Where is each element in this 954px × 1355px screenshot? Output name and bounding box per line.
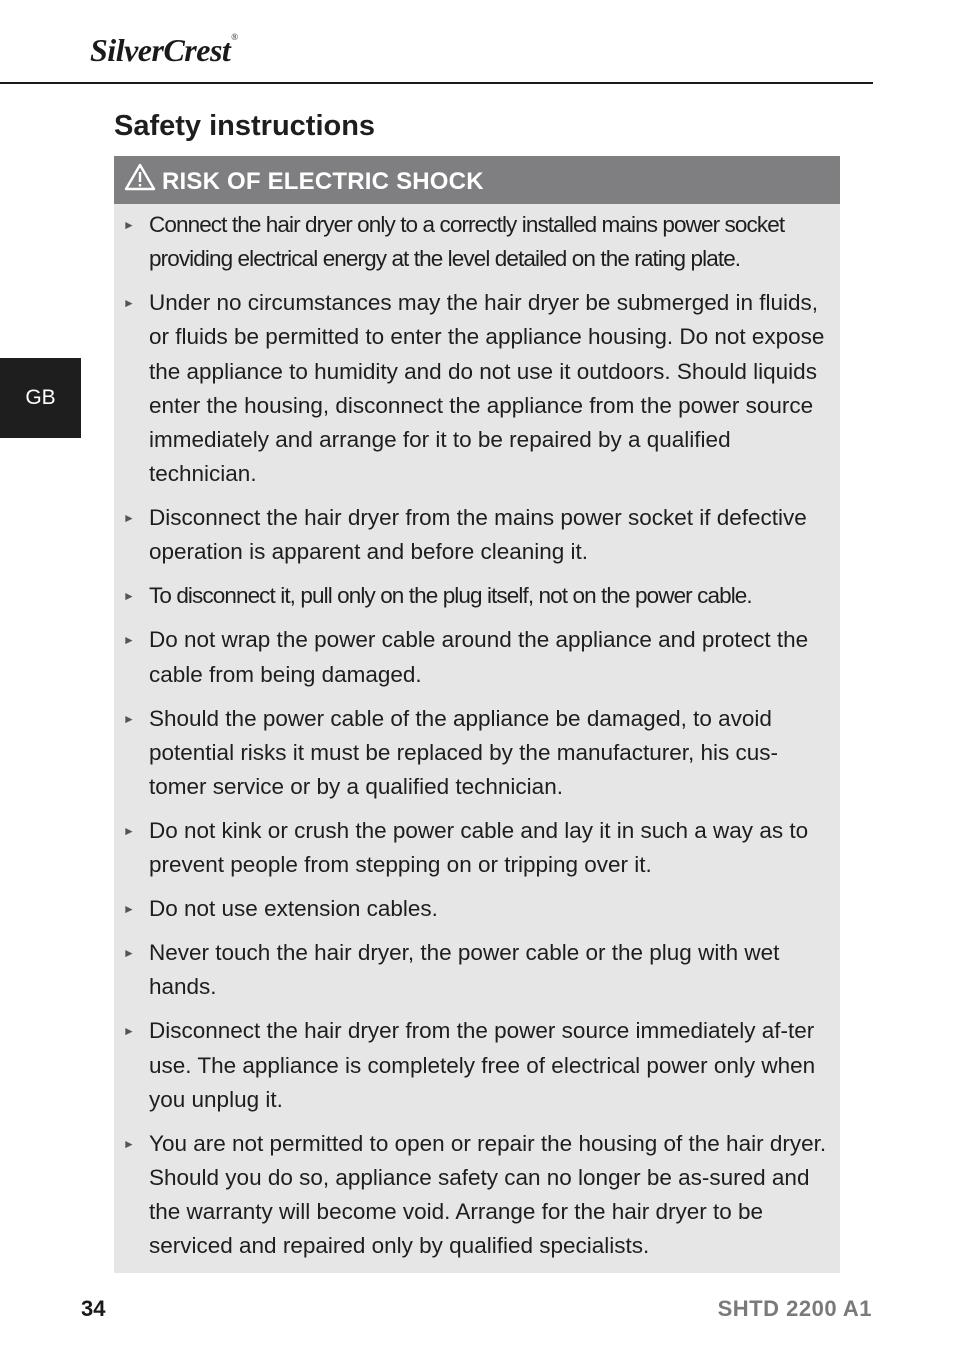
list-item-text: You are not permitted to open or repair the housing of the hair dryer. Should you do so, appliance safety can no longer be as-sured and the warranty will become void. Arrange for the hair dryer to be serviced and repaired only by qualified specialists. xyxy=(149,1130,827,1259)
language-code: GB xyxy=(25,386,56,409)
list-item xyxy=(114,892,840,926)
bullet-arrow-icon: ► xyxy=(123,946,135,961)
list-item xyxy=(114,208,840,276)
list-item-text: Disconnect the hair dryer from the mains power socket if defective operation is apparent and before cleaning it. xyxy=(149,505,807,565)
warning-title: RISK OF ELECTRIC SHOCK xyxy=(162,168,484,195)
list-item-text: Do not kink or crush the power cable and lay it in such a way as to prevent people from stepping on or tripping over it. xyxy=(149,818,809,878)
list-item-text: Do not wrap the power cable around the appliance and protect the cable from being damaged. xyxy=(149,627,809,687)
list-item xyxy=(114,286,840,491)
page-number: 34 xyxy=(81,1296,106,1321)
brand-logo xyxy=(90,32,238,69)
warning-box xyxy=(114,156,840,1273)
list-item-text: To disconnect it, pull only on the plug itself, not on the power cable. xyxy=(149,583,752,609)
list-item xyxy=(114,501,840,569)
list-item xyxy=(114,702,840,805)
bullet-arrow-icon: ► xyxy=(123,824,135,839)
bullet-arrow-icon: ► xyxy=(123,589,134,604)
bullet-arrow-icon: ► xyxy=(123,902,135,917)
warning-triangle-icon xyxy=(124,163,156,191)
list-item xyxy=(114,579,840,613)
bullet-arrow-icon: ► xyxy=(123,1024,135,1039)
header-divider xyxy=(0,82,873,84)
list-item xyxy=(114,936,840,1004)
list-item-text: Should the power cable of the appliance be damaged, to avoid potential risks it must be replaced by the manufacturer, his cus-tomer service or by a qualified technician. xyxy=(149,705,779,800)
list-item-text: Do not use extension cables. xyxy=(149,896,438,922)
bullet-arrow-icon: ► xyxy=(123,296,135,311)
warning-box-header xyxy=(114,156,840,204)
list-item-text: Under no circumstances may the hair dryer be submerged in fluids, or fluids be permitted to enter the appliance housing. Do not expose the appliance to humidity and do not use it outdoors. Should liquids enter the housing, disconnect the appliance from the power source immediately and arrange for it to be repaired by a qualified technician. xyxy=(149,290,825,487)
language-tab xyxy=(0,358,81,438)
model-number: SHTD 2200 A1 xyxy=(717,1296,872,1321)
bullet-arrow-icon: ► xyxy=(123,711,135,726)
list-item xyxy=(114,1014,840,1117)
bullet-arrow-icon: ► xyxy=(123,511,135,526)
brand-name: SilverCrest xyxy=(90,32,231,68)
list-item xyxy=(114,623,840,691)
safety-list xyxy=(114,204,840,1264)
registered-mark: ® xyxy=(231,32,238,42)
bullet-arrow-icon: ► xyxy=(123,218,134,232)
list-item-text: Never touch the hair dryer, the power cable or the plug with wet hands. xyxy=(149,940,780,1000)
bullet-arrow-icon: ► xyxy=(123,633,135,648)
page-title: Safety instructions xyxy=(114,110,376,142)
bullet-arrow-icon: ► xyxy=(123,1136,135,1151)
list-item xyxy=(114,814,840,882)
list-item-text: Disconnect the hair dryer from the power source immediately af-ter use. The appliance is completely free of electrical power only when you unplug it. xyxy=(149,1018,816,1112)
list-item-text: Connect the hair dryer only to a correctly installed mains power socket providing electrical energy at the level detailed on the rating plate. xyxy=(149,212,785,272)
list-item xyxy=(114,1127,840,1264)
